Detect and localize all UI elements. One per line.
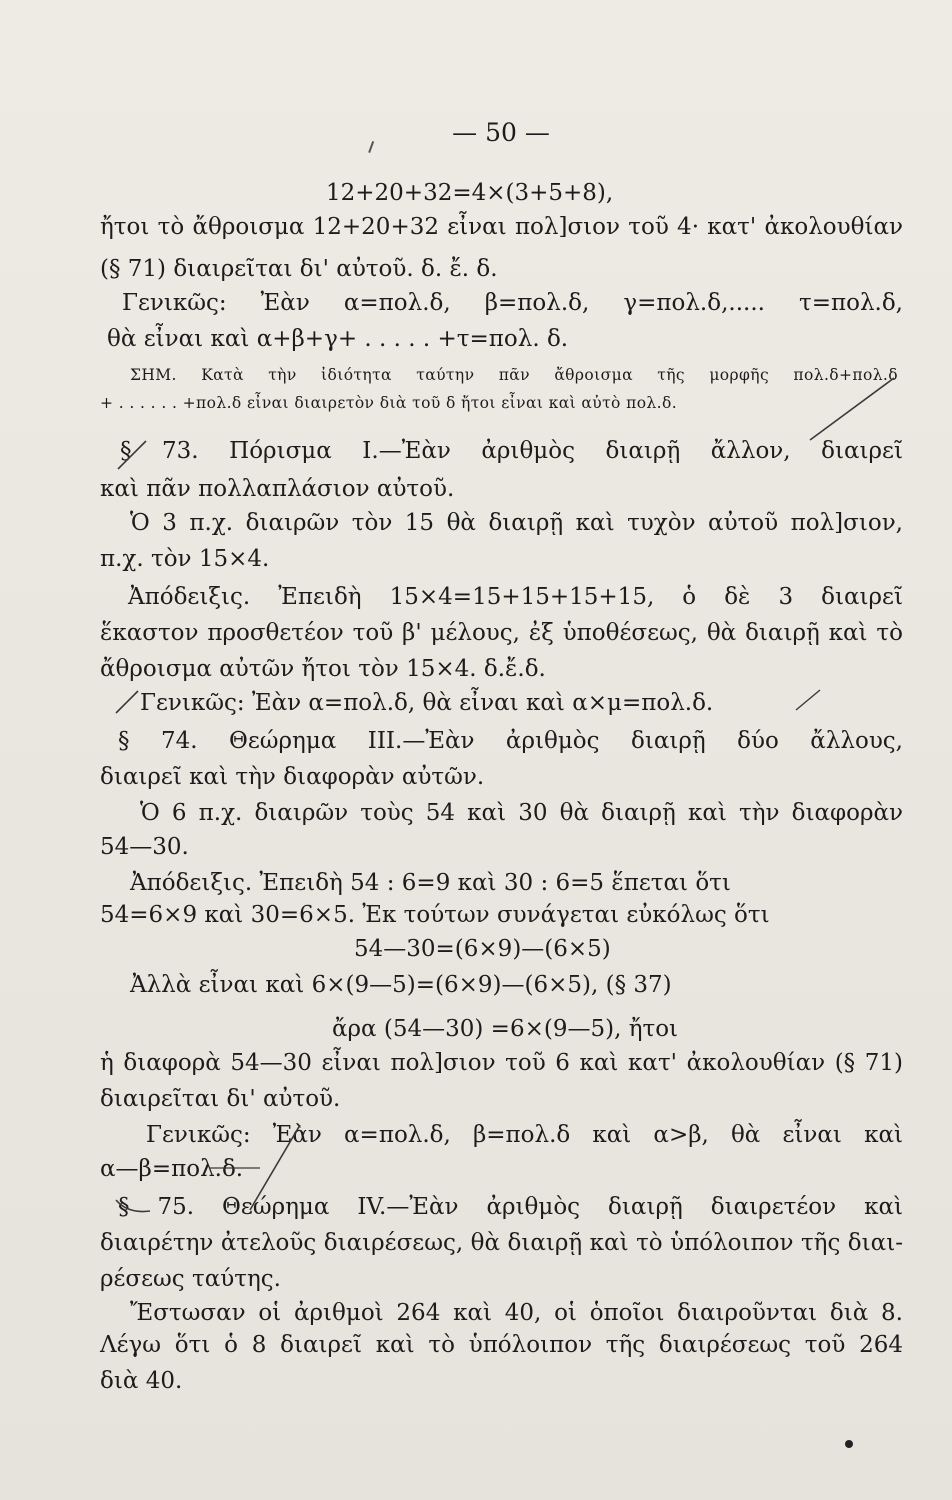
text-line: διαιρεῖ καὶ τὴν διαφορὰν αὐτῶν. <box>100 764 485 790</box>
equation-line: ἄρα (54—30) =6×(9—5), ἤτοι <box>332 1016 679 1042</box>
text-line: διαιρέτην ἀτελοῦς διαιρέσεως, θὰ διαιρῇ καὶ τὸ ὑπόλοιπον τῆς διαι- <box>100 1230 903 1256</box>
text-line: Ἀλλὰ εἶναι καὶ 6×(9—5)=(6×9)—(6×5), (§ 37) <box>130 972 672 998</box>
text-line: Γενικῶς: Ἐὰν α=πολ.δ, θὰ εἶναι καὶ α×μ=πολ.δ. <box>140 690 714 716</box>
text-line: π.χ. τὸν 15×4. <box>100 546 270 572</box>
text-line: α—β=πολ.δ. <box>100 1156 244 1182</box>
text-line: (§ 71) διαιρεῖται δι' αὐτοῦ. δ. ἔ. δ. <box>100 256 498 282</box>
pencil-stroke <box>116 1200 150 1212</box>
text-line: διαιρεῖται δι' αὐτοῦ. <box>100 1086 341 1112</box>
text-line: θὰ εἶναι καὶ α+β+γ+ . . . . . +τ=πολ. δ. <box>107 326 569 352</box>
page-number: — 50 — <box>452 118 550 147</box>
text-line: ἄθροισμα αὐτῶν ἤτοι τὸν 15×4. δ.ἔ.δ. <box>100 656 546 682</box>
text-line: 54—30. <box>100 834 189 860</box>
text-line: 54=6×9 καὶ 30=6×5. Ἐκ τούτων συνάγεται εὐκόλως ὅτι <box>100 902 770 928</box>
text-line: Ὁ 6 π.χ. διαιρῶν τοὺς 54 καὶ 30 θὰ διαιρῇ καὶ τὴν διαφορὰν <box>140 800 903 826</box>
text-line: ρέσεως ταύτης. <box>100 1266 281 1292</box>
text-line: Λέγω ὅτι ὁ 8 διαιρεῖ καὶ τὸ ὑπόλοιπον τῆς διαιρέσεως τοῦ 264 <box>100 1332 903 1358</box>
note-line: + . . . . . . +πολ.δ εἶναι διαιρετὸν διὰ τοῦ δ ἤτοι εἶναι καὶ αὐτὸ πολ.δ. <box>100 394 678 412</box>
pencil-stroke <box>810 378 894 440</box>
section-heading: § 75. Θεώρημα ΙV.—Ἐὰν ἀριθμὸς διαιρῇ διαιρετέον καὶ <box>118 1194 903 1220</box>
text-line: καὶ πᾶν πολλαπλάσιον αὐτοῦ. <box>100 476 455 502</box>
text-line: Ὁ 3 π.χ. διαιρῶν τὸν 15 θὰ διαιρῇ καὶ τυχὸν αὐτοῦ πολ]σιον, <box>130 510 903 536</box>
note-line: ΣΗΜ. Κατὰ τὴν ἰδιότητα ταύτην πᾶν ἄθροισμα τῆς μορφῆς πολ.δ+πολ.δ <box>130 366 898 384</box>
text-line: ἤτοι τὸ ἄθροισμα 12+20+32 εἶναι πολ]σιον τοῦ 4· κατ' ἀκολουθίαν <box>100 214 903 240</box>
text-line: Γενικῶς: Ἐὰν α=πολ.δ, β=πολ.δ καὶ α>β, θὰ εἶναι καὶ <box>146 1122 903 1148</box>
pencil-stroke <box>116 691 138 713</box>
equation-line: 12+20+32=4×(3+5+8), <box>326 180 614 206</box>
section-heading: § 73. Πόρισμα Ι.—Ἐὰν ἀριθμὸς διαιρῇ ἄλλον, διαιρεῖ <box>120 438 903 464</box>
text-line: ἡ διαφορὰ 54—30 εἶναι πολ]σιον τοῦ 6 καὶ κατ' ἀκολουθίαν (§ 71) <box>100 1050 903 1076</box>
text-line: Γενικῶς: Ἐὰν α=πολ.δ, β=πολ.δ, γ=πολ.δ,..... τ=πολ.δ, <box>122 290 903 316</box>
text-line: Ἔστωσαν οἱ ἀριθμοὶ 264 καὶ 40, οἱ ὁποῖοι διαιροῦνται διὰ 8. <box>130 1300 903 1326</box>
ink-dot <box>845 1440 853 1448</box>
equation-line: 54—30=(6×9)—(6×5) <box>354 936 611 962</box>
text-line: Ἀπόδειξις. Ἐπειδὴ 54 : 6=9 καὶ 30 : 6=5 ἕπεται ὅτι <box>130 870 731 896</box>
pencil-stroke <box>796 690 820 710</box>
text-line: Ἀπόδειξις. Ἐπειδὴ 15×4=15+15+15+15, ὁ δὲ 3 διαιρεῖ <box>128 584 903 610</box>
text-line: ἕκαστον προσθετέον τοῦ β' μέλους, ἐξ ὑποθέσεως, θὰ διαιρῇ καὶ τὸ <box>100 620 903 646</box>
pencil-stroke <box>118 441 146 469</box>
section-heading: § 74. Θεώρημα ΙΙΙ.—Ἐὰν ἀριθμὸς διαιρῇ δύο ἄλλους, <box>118 728 903 754</box>
text-line: διὰ 40. <box>100 1368 183 1394</box>
